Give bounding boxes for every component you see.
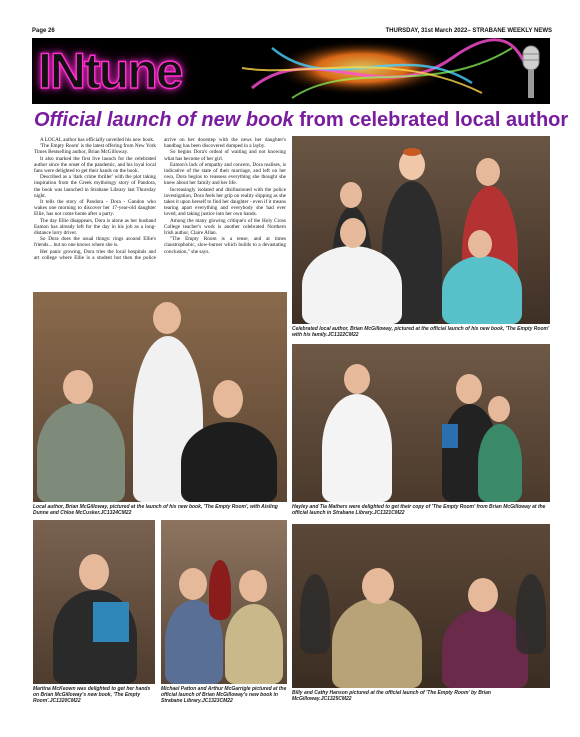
banner-title: INtune (38, 43, 182, 99)
article-body (34, 137, 286, 295)
article-paragraph: It also marked the first live launch for the celebrated author since the onset of the pandemic, and his loyal local fans were delighted to get their hands on the book. (34, 155, 156, 175)
article-paragraph: Her panic growing, Dora tries the local hospitals and art college where Ellie is a student but then the police arrive on her doorstep with the news her daughter's handbag has been discovered dumped in a layby. (34, 137, 286, 261)
article-paragraph: 'The Empty Room' is the latest offering from New York Times Bestselling author, Brian McGilloway. (34, 143, 156, 156)
microphone-icon (516, 44, 546, 100)
photo-hayley-tia (292, 344, 550, 502)
caption-family: Celebrated local author, Brian McGilloway, pictured at the official launch of his new book, 'The Empty Room' with his family.JC1322CM22 (292, 326, 550, 338)
caption-martina: Martina McKeown was delighted to get her hands on Brian McGilloway's new book, 'The Empty Room'.JC1320CM22 (33, 686, 151, 704)
article-paragraph: Described as a 'dark crime thriller' with the plot taking inspiration from the Greek mythology story of Pandora, the book was launched in Strabane Library last Thursday night. (34, 174, 156, 199)
caption-hayley-tia: Hayley and Tia Mathers were delighted to get their copy of 'The Empty Room' from Brian McGilloway at the official launch in Strabane Library.JC1321CM22 (292, 504, 546, 516)
photo-family (292, 136, 550, 324)
section-banner (32, 38, 550, 104)
page-header (32, 26, 552, 35)
caption-billy-cathy: Billy and Cathy Hanson pictured at the official launch of 'The Empty Room' by Brian McGilloway.JC1325CM22 (292, 690, 491, 702)
photo-billy-cathy (292, 524, 550, 688)
light-swirl-graphic (232, 38, 532, 104)
article-paragraph: "The Empty Room is a tense, and at times claustrophobic, slow-burner which builds to a devastating conclusion," she says. (164, 236, 286, 255)
page-number: Page 26 (32, 27, 55, 34)
article-paragraph: So begins Dora's ordeal of waiting and not knowing what has become of her girl. (164, 149, 286, 162)
photo-michael-arthur (161, 520, 287, 684)
photo-aisling-chloe (33, 292, 287, 502)
article-paragraph: A LOCAL author has officially unveiled his new book. (40, 137, 155, 143)
article-paragraph: Increasingly isolated and disillusioned with the police investigation, Dora feels her grip on reality slipping as she takes it upon herself to find her daughter - even if it means tearing apart everything and everybody she had ever loved, and taking justice into her own hands. (164, 186, 286, 218)
caption-aisling-chloe: Local author, Brian McGilloway, pictured at the launch of his new book, 'The Empty Room', with Aisling Dunne and Chloe McCusker.JC1324CM22 (33, 504, 278, 516)
article-paragraph: The day Ellie disappears, Dora is alone as her husband Eamon has already left for the day in his job as a long-distance lorry driver. (34, 217, 156, 237)
article-headline (34, 108, 569, 132)
caption-michael-arthur: Michael Patton and Arthur McGarrigle pictured at the official launch of Brian McGilloway's new book in Strabane Library.JC1323CM22 (161, 686, 287, 704)
article-paragraph: So Dora does the usual things: rings around Ellie's friends... but no one knows where she is. (34, 236, 156, 249)
photo-martina (33, 520, 155, 684)
headline-sub: from celebrated local author (293, 109, 569, 131)
article-paragraph: It tells the story of Pandora - Dora - Gandon who wakes one morning to discover her 17-year-old daughter Ellie, has not come home after a party. (34, 199, 156, 218)
headline-main: Official launch of new book (34, 109, 294, 131)
article-paragraph: Eamon's lack of empathy and concern, Dora realises, is indicative of the state of their marriage, and left on her own, Dora begins to reassess everything she thought she knew about her family and her life. (164, 161, 286, 187)
issue-date: THURSDAY, 31st March 2022– STRABANE WEEKLY NEWS (385, 27, 552, 34)
article-paragraph: Among the many glowing critique's of the Holy Cross College teacher's work is another celebrated Northern Irish author, Claire Allan. (164, 217, 286, 237)
